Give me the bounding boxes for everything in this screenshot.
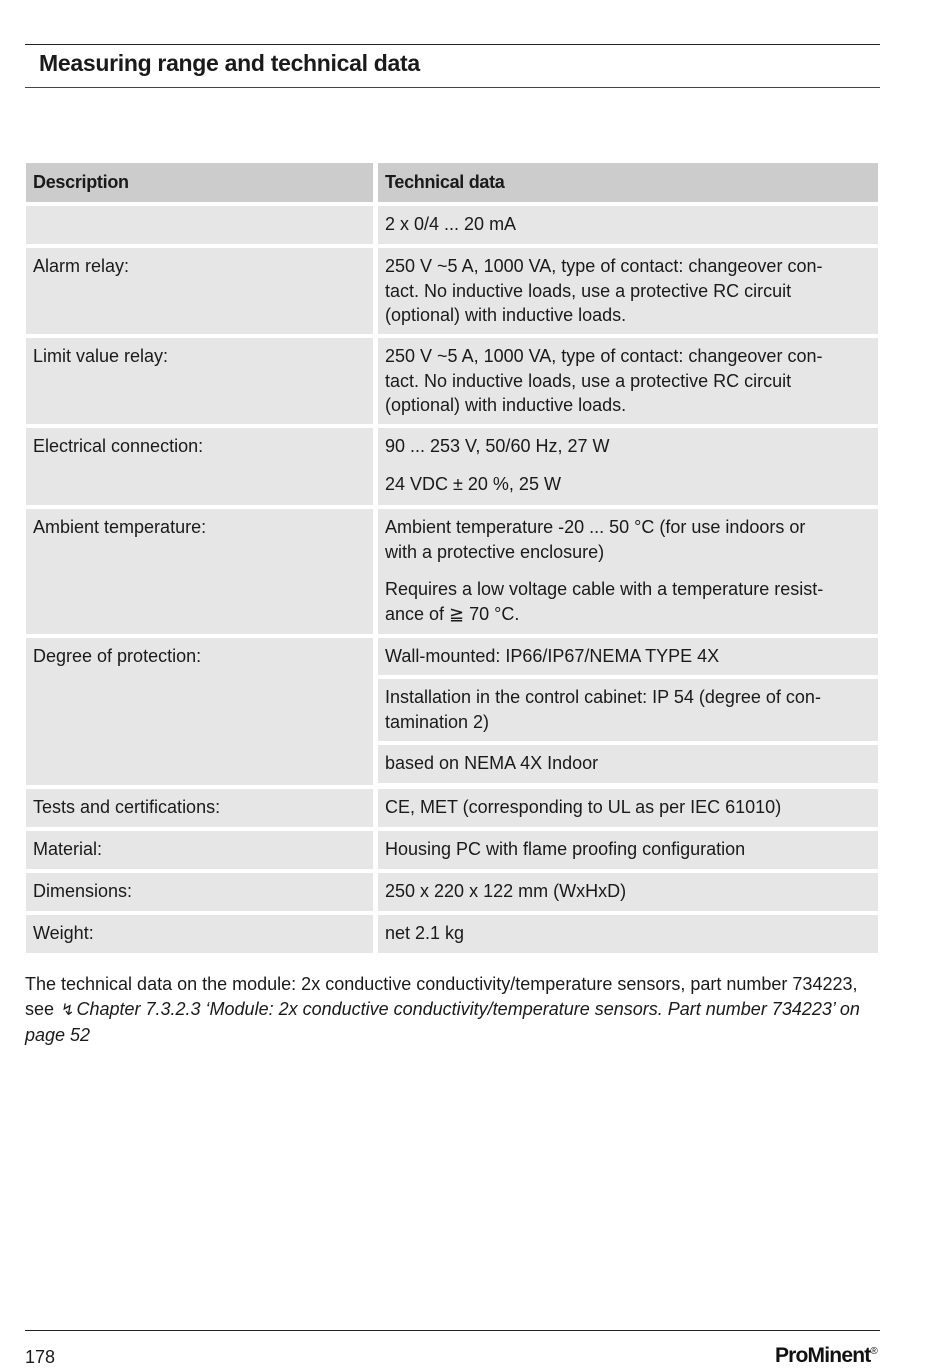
technical-data-table <box>26 163 878 957</box>
table-row <box>26 248 878 334</box>
module-note <box>25 972 865 1048</box>
row-value: 90 ... 253 V, 50/60 Hz, 27 W 24 VDC ± 20 %, 25 W <box>378 428 878 505</box>
registered-mark: ® <box>870 1346 877 1357</box>
chapter-cross-reference-link[interactable]: Chapter 7.3.2.3 ‘Module: 2x conductive conductivity/temperature sensors. Part number 734223’ on page 52 <box>25 998 860 1045</box>
brand-name: ProMinent <box>774 1344 871 1367</box>
row-value: 2 x 0/4 ... 20 mA <box>378 206 878 244</box>
page-number: 178 <box>25 1347 56 1367</box>
table-row <box>26 206 878 244</box>
row-label: Ambient temperature: <box>26 509 373 634</box>
note-text: The technical data on the module: 2x conductive conductivity/temperature sensors, part number 734223, see <box>25 974 858 1019</box>
cross-reference-icon: ↯ <box>61 1001 75 1019</box>
row-label <box>26 206 373 244</box>
row-label: Dimensions: <box>26 873 373 911</box>
row-label: Material: <box>26 831 373 869</box>
row-value: based on NEMA 4X Indoor <box>378 745 878 783</box>
footer-rule <box>25 1330 880 1331</box>
row-value: Ambient temperature -20 ... 50 °C (for use indoors or with a protective enclosure) Requires a low voltage cable with a temperature resist- ance of ≧ 70 °C. <box>378 509 878 634</box>
brand-logo <box>775 1344 877 1368</box>
table-row <box>26 915 878 953</box>
row-value: 250 x 220 x 122 mm (WxHxD) <box>378 873 878 911</box>
row-label: Weight: <box>26 915 373 953</box>
table-row <box>26 873 878 911</box>
row-value: CE, MET (corresponding to UL as per IEC 61010) <box>378 789 878 827</box>
row-value: Housing PC with flame proofing configuration <box>378 831 878 869</box>
row-label: Degree of protection: <box>26 638 373 785</box>
row-value: Installation in the control cabinet: IP 54 (degree of con- tamination 2) <box>378 679 878 741</box>
row-value: 250 V ~5 A, 1000 VA, type of contact: changeover con- tact. No inductive loads, use a protective RC circuit (optional) with inductive loads. <box>378 248 878 334</box>
row-value: Wall-mounted: IP66/IP67/NEMA TYPE 4X <box>378 638 878 675</box>
row-value: net 2.1 kg <box>378 915 878 953</box>
row-label: Alarm relay: <box>26 248 373 334</box>
table-header-row <box>26 163 878 202</box>
page-title: Measuring range and technical data <box>39 50 420 76</box>
table-row <box>26 831 878 869</box>
table-row <box>26 638 878 785</box>
table-row <box>26 789 878 827</box>
heading-rule <box>25 87 880 88</box>
row-value: 250 V ~5 A, 1000 VA, type of contact: changeover con- tact. No inductive loads, use a protective RC circuit (optional) with inductive loads. <box>378 338 878 424</box>
table-row <box>26 428 878 505</box>
table-row <box>26 338 878 424</box>
column-header-description: Description <box>26 163 373 202</box>
row-label: Limit value relay: <box>26 338 373 424</box>
top-rule <box>25 44 880 45</box>
table-row <box>26 509 878 634</box>
row-label: Electrical connection: <box>26 428 373 505</box>
column-header-technical-data: Technical data <box>378 163 878 202</box>
row-label: Tests and certifications: <box>26 789 373 827</box>
